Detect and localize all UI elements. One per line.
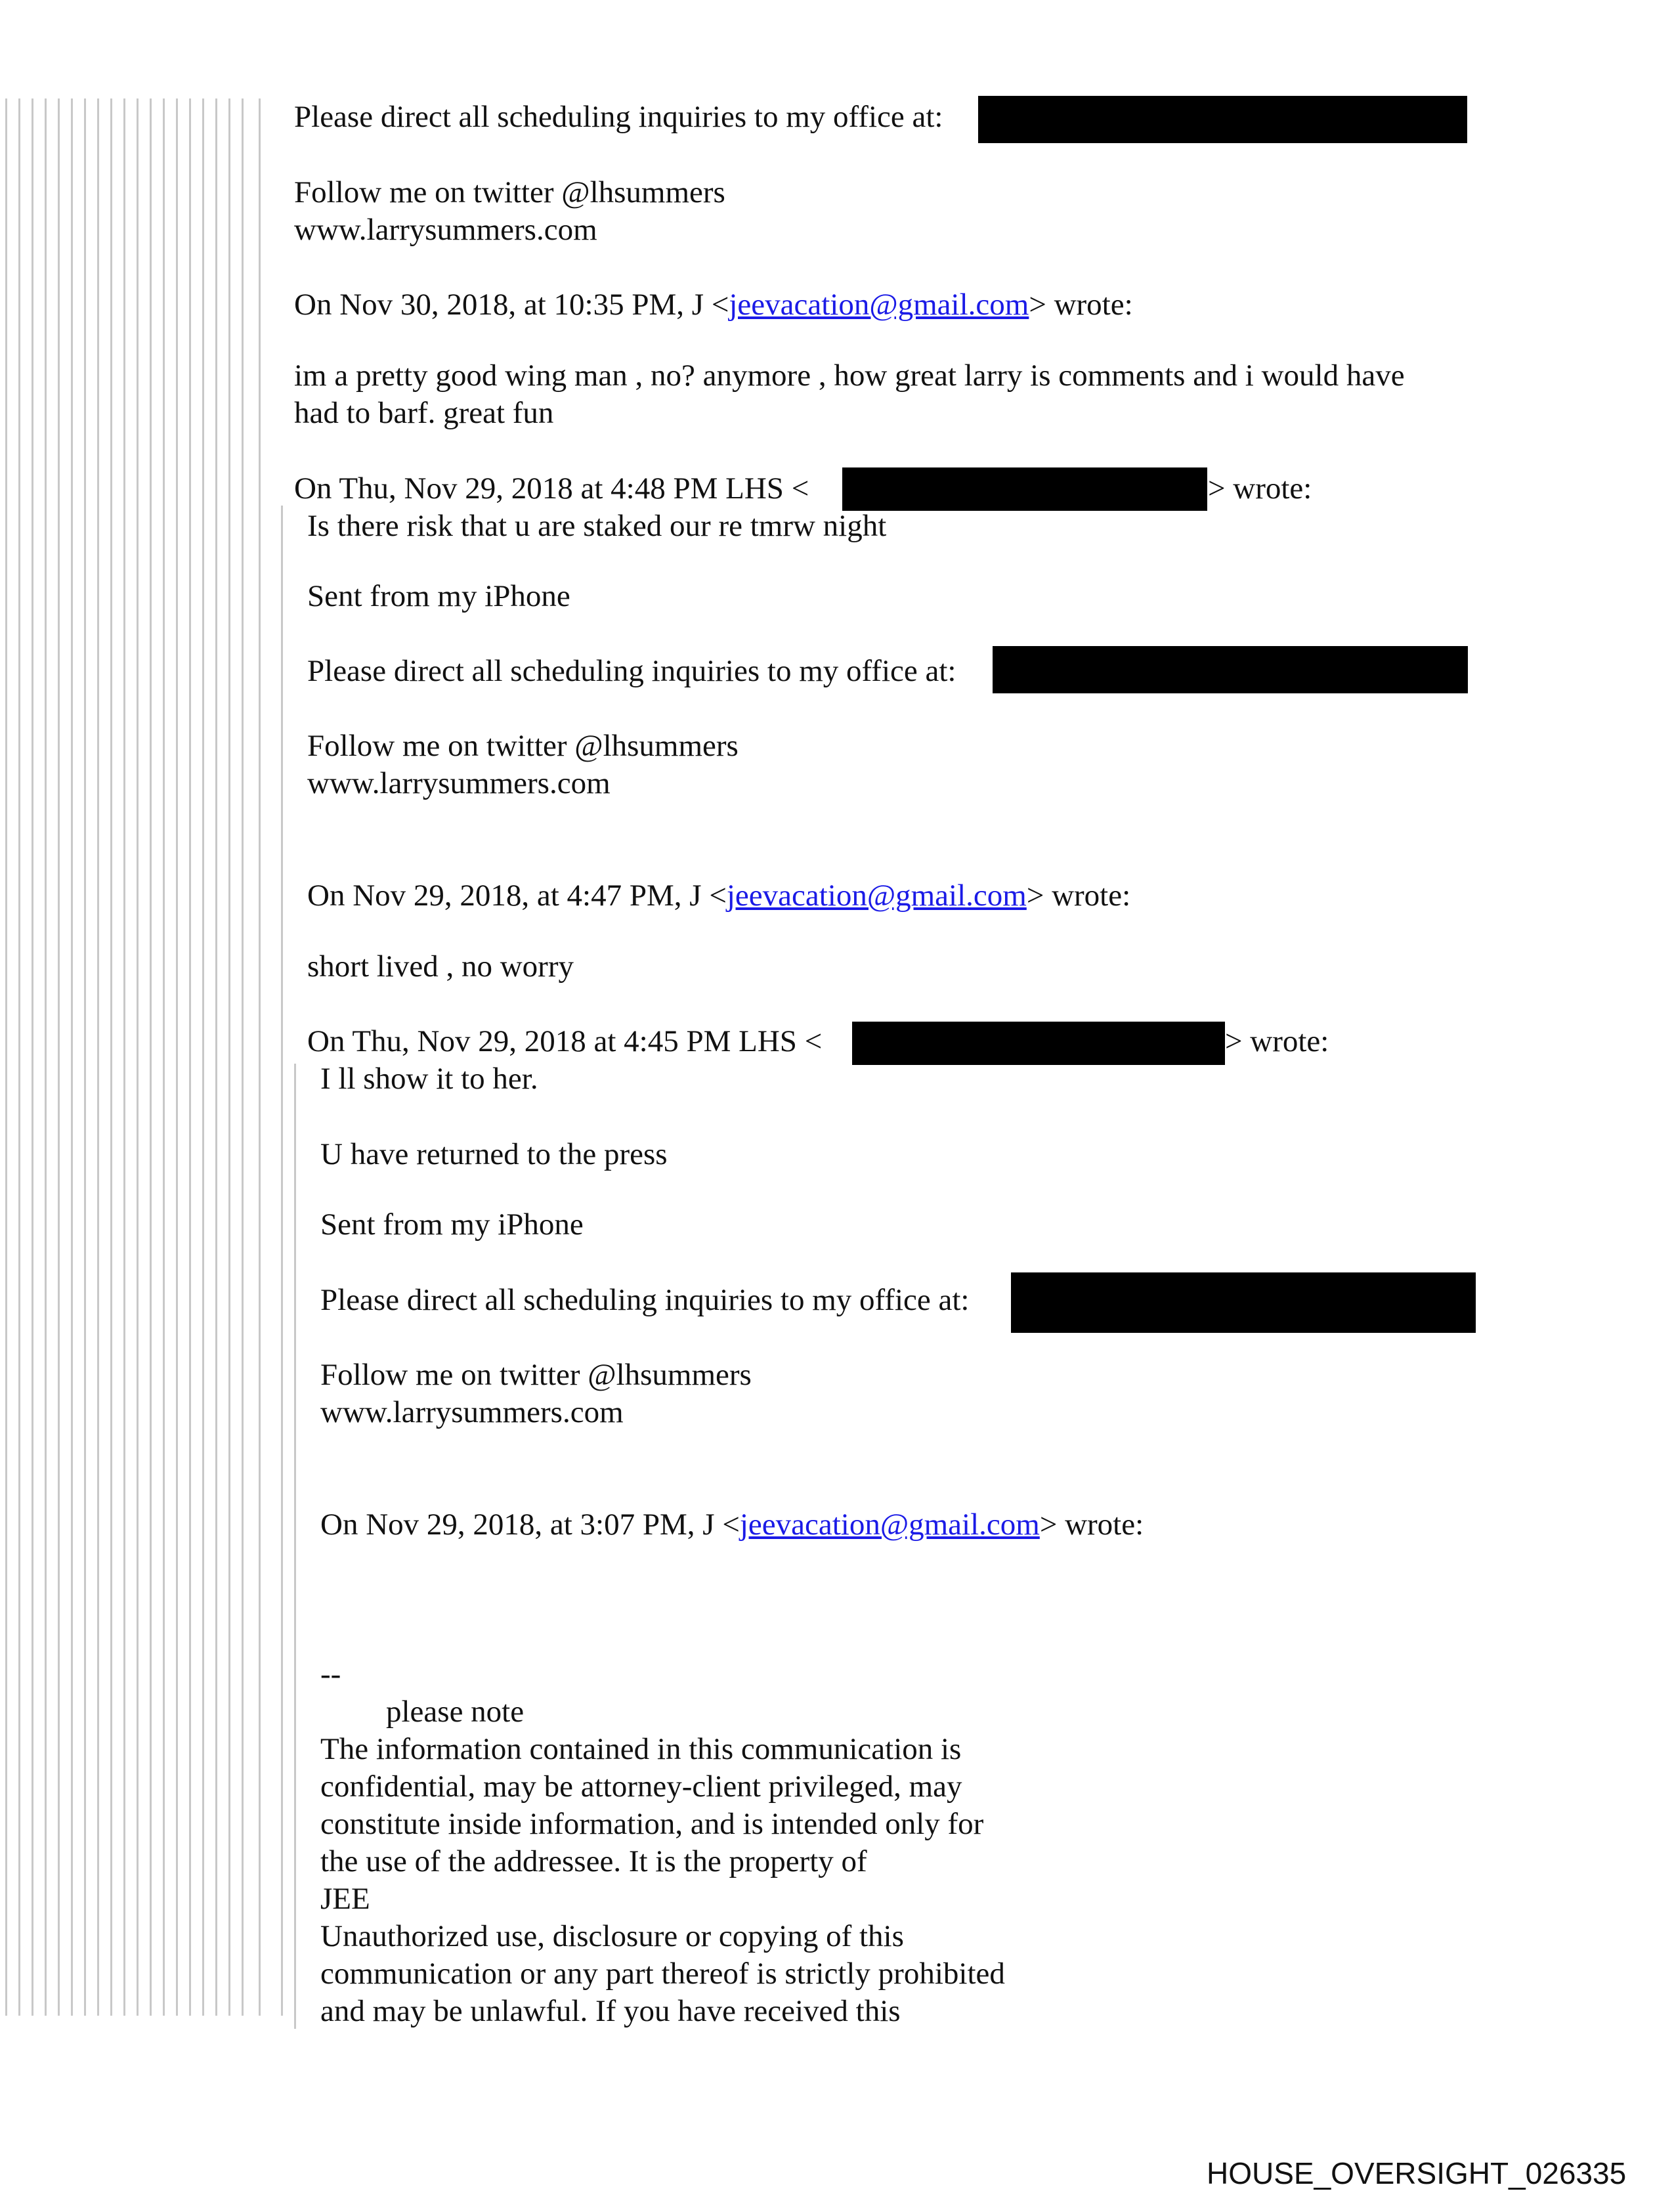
message-body: I ll show it to her. [320,1062,538,1096]
message-body: U have returned to the press [320,1137,668,1171]
disclaimer-line: Unauthorized use, disclosure or copying of this [320,1919,904,1953]
message-body: Is there risk that u are staked our re tmrw night [307,509,887,543]
website-line: www.larrysummers.com [294,213,597,247]
scheduling-line: Please direct all scheduling inquiries to my office at: [320,1283,970,1317]
twitter-line: Follow me on twitter @lhsummers [320,1358,752,1392]
email-link[interactable]: jeevacation@gmail.com [729,288,1029,322]
message-header: On Thu, Nov 29, 2018 at 4:48 PM LHS < [294,471,809,506]
twitter-line: Follow me on twitter @lhsummers [294,175,725,209]
message-header: On Nov 29, 2018, at 4:47 PM, J <jeevacation@gmail.com> wrote: [307,878,1131,913]
scheduling-line: Please direct all scheduling inquiries to my office at: [307,654,956,688]
quote-bar [123,98,125,2016]
quote-bar [189,98,191,2016]
quote-bar [58,98,60,2016]
email-link[interactable]: jeevacation@gmail.com [739,1507,1040,1542]
sent-from-line: Sent from my iPhone [320,1207,584,1242]
disclaimer-line: communication or any part thereof is strictly prohibited [320,1957,1005,1991]
quote-bar [150,98,152,2016]
disclaimer-line: JEE [320,1882,370,1916]
message-body: had to barf. great fun [294,396,554,430]
redaction-box [993,646,1468,693]
message-header-tail: > wrote: [1225,1024,1329,1058]
redaction-box [978,96,1467,143]
disclaimer-line: constitute inside information, and is intended only for [320,1807,984,1841]
quote-bar [110,98,112,2016]
quote-bar [45,98,47,2016]
quote-bar [18,98,20,2016]
disclaimer-line: and may be unlawful. If you have received this [320,1994,901,2028]
quote-bar [242,98,244,2016]
quote-bar [202,98,204,2016]
quote-bar [97,98,99,2016]
disclaimer-line: confidential, may be attorney-client privileged, may [320,1769,962,1804]
quote-bar [294,1064,296,2029]
quote-bar [215,98,217,2016]
message-header-tail: > wrote: [1208,471,1312,506]
message-header: On Nov 30, 2018, at 10:35 PM, J <jeevacation@gmail.com> wrote: [294,288,1133,322]
website-line: www.larrysummers.com [307,766,611,800]
please-note: please note [386,1695,525,1729]
quote-bar [71,98,73,2016]
redaction-box [842,467,1207,511]
email-link[interactable]: jeevacation@gmail.com [726,878,1027,913]
message-header: On Thu, Nov 29, 2018 at 4:45 PM LHS < [307,1024,823,1058]
redaction-box [1011,1272,1476,1333]
quote-bar [5,98,7,2016]
disclaimer-line: The information contained in this communication is [320,1732,962,1766]
redaction-box [852,1022,1225,1065]
scheduling-line: Please direct all scheduling inquiries to my office at: [294,100,943,134]
quote-bar [32,98,33,2016]
bates-number: HOUSE_OVERSIGHT_026335 [1207,2156,1627,2190]
quote-bar [84,98,86,2016]
website-line: www.larrysummers.com [320,1395,624,1429]
quote-bar [281,506,283,2016]
quote-bar [259,98,261,2016]
quote-bar [228,98,230,2016]
message-header: On Nov 29, 2018, at 3:07 PM, J <jeevacation@gmail.com> wrote: [320,1507,1144,1542]
quote-bar [176,98,178,2016]
message-body: im a pretty good wing man , no? anymore , how great larry is comments and i would have [294,358,1405,393]
signature-dashes: -- [320,1657,341,1691]
message-body: short lived , no worry [307,949,574,984]
disclaimer-line: the use of the addressee. It is the property of [320,1844,867,1878]
quote-bar [137,98,139,2016]
sent-from-line: Sent from my iPhone [307,579,570,613]
quote-bar [163,98,165,2016]
twitter-line: Follow me on twitter @lhsummers [307,729,739,763]
